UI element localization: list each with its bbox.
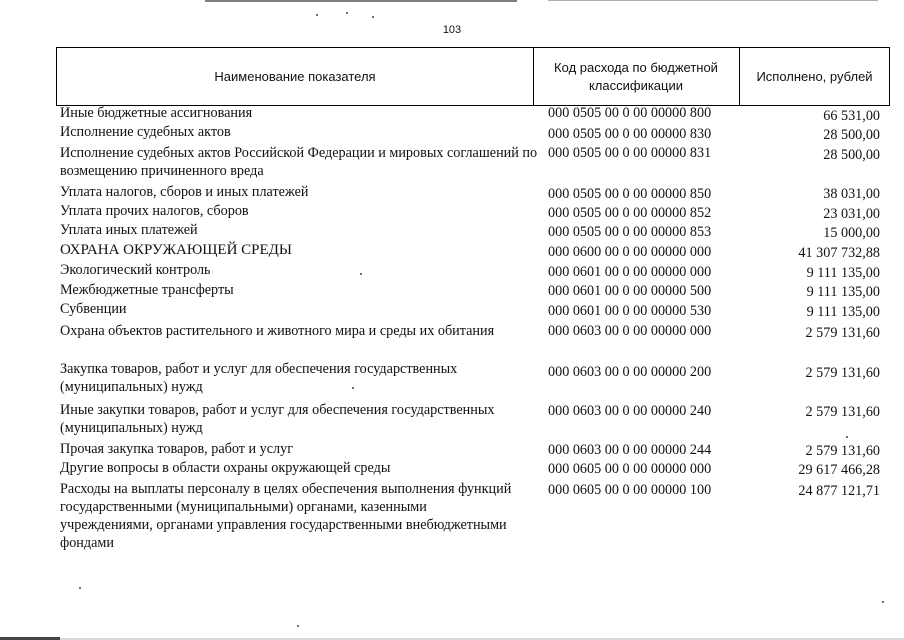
row-name: Уплата прочих налогов, сборов [60,203,249,219]
row-amount: 29 617 466,28 [798,462,880,478]
row-amount: 41 307 732,88 [798,245,880,261]
row-name: Иные бюджетные ассигнования [60,105,253,121]
row-code: 000 0603 00 0 00 00000 240 [548,403,712,419]
row-amount: 2 579 131,60 [805,365,880,381]
row-name: Иные закупки товаров, работ и услуг для обеспечения государственных (муниципальных) нужд [60,402,495,436]
row-amount: 2 579 131,60 [805,325,880,341]
row-code: 000 0505 00 0 00 00000 852 [548,205,712,221]
row-name: Межбюджетные трансферты [60,282,234,298]
row-code: 000 0505 00 0 00 00000 850 [548,186,712,202]
row-amount: 28 500,00 [823,127,880,143]
row-code: 000 0603 00 0 00 00000 200 [548,364,712,380]
row-amount: 2 579 131,60 [805,404,880,420]
scan-speck [372,16,374,18]
row-name: Уплата налогов, сборов и иных платежей [60,184,309,200]
row-code: 000 0505 00 0 00 00000 831 [548,145,712,161]
row-name: Прочая закупка товаров, работ и услуг [60,441,294,457]
row-code: 000 0505 00 0 00 00000 830 [548,126,712,142]
row-code: 000 0601 00 0 00 00000 500 [548,283,712,299]
row-code: 000 0605 00 0 00 00000 100 [548,482,712,498]
row-name: Другие вопросы в области охраны окружающей среды [60,460,391,476]
row-code: 000 0600 00 0 00 00000 000 [548,244,712,260]
scan-speck [316,14,318,16]
row-name: ОХРАНА ОКРУЖАЮЩЕЙ СРЕДЫ [60,242,292,258]
row-code: 000 0603 00 0 00 00000 244 [548,442,712,458]
row-amount: 66 531,00 [823,108,880,124]
row-amount: 15 000,00 [823,225,880,241]
row-code: 000 0605 00 0 00 00000 000 [548,461,712,477]
row-name: Охрана объектов растительного и животного мира и среды их обитания [60,323,495,339]
scan-speck [352,387,354,389]
row-name: Исполнение судебных актов [60,124,231,140]
row-code: 000 0601 00 0 00 00000 530 [548,303,712,319]
scan-speck [882,601,884,603]
header-amount: Исполнено, рублей [756,68,873,84]
scan-speck [846,436,848,438]
row-amount: 24 877 121,71 [798,483,880,499]
header-code: Код расхода по бюджетной классификации [533,48,740,105]
header-name: Наименование показателя [57,48,534,105]
row-amount: 23 031,00 [823,206,880,222]
row-name: Закупка товаров, работ и услуг для обеспечения государственных (муниципальных) нужд [60,361,458,395]
scan-speck [360,273,362,275]
row-amount: 2 579 131,60 [805,443,880,459]
scan-speck [297,625,299,627]
row-code: 000 0603 00 0 00 00000 000 [548,323,712,339]
row-amount: 9 111 135,00 [806,265,880,281]
row-code: 000 0601 00 0 00 00000 000 [548,264,712,280]
row-code: 000 0505 00 0 00 00000 800 [548,105,712,121]
row-name: Расходы на выплаты персоналу в целях обеспечения выполнения функций государственными (муниципальными) органами, казенными учреждениями, органами управления государственными внебюджетными фондами [60,481,512,551]
row-amount: 9 111 135,00 [806,284,880,300]
row-name: Субвенции [60,301,127,317]
row-name: Экологический контроль [60,262,211,278]
row-code: 000 0505 00 0 00 00000 853 [548,224,712,240]
row-amount: 38 031,00 [823,186,880,202]
scan-speck [79,587,81,589]
row-amount: 28 500,00 [823,147,880,163]
scan-speck [346,12,348,14]
row-name: Исполнение судебных актов Российской Федерации и мировых соглашений по возмещению причиненного вреда [60,145,538,179]
row-amount: 9 111 135,00 [806,304,880,320]
page-number: 103 [442,24,462,36]
row-name: Уплата иных платежей [60,222,198,238]
